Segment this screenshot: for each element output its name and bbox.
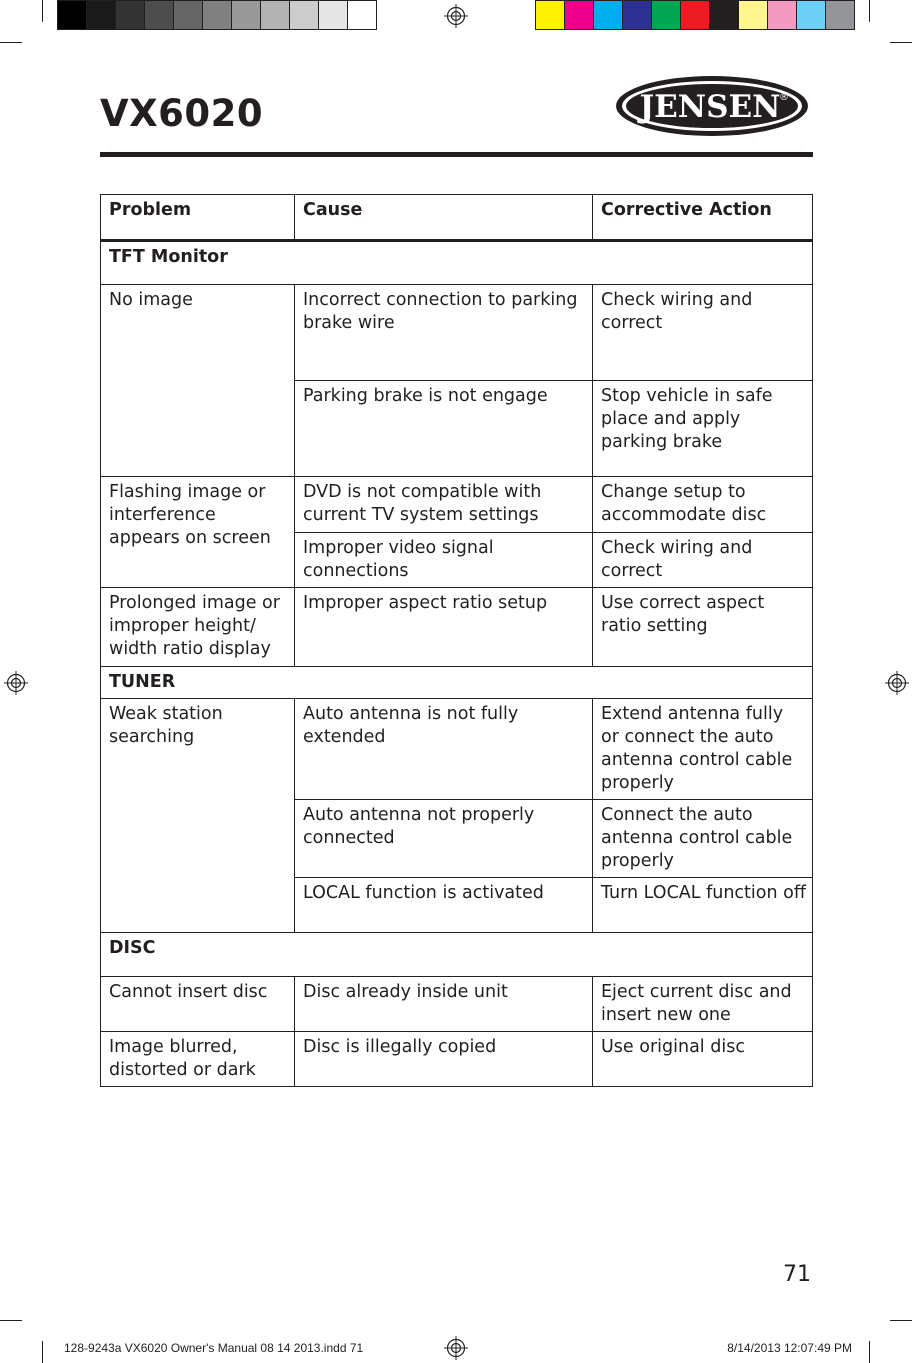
section-row [101, 933, 813, 977]
cause-cell: Disc is illegally copied [295, 1032, 593, 1087]
header-rule [100, 152, 813, 157]
action-cell: Check wiring and correct [593, 533, 813, 588]
troubleshooting-table [100, 194, 813, 1087]
crop-mark [42, 0, 43, 22]
color-swatch [825, 0, 855, 30]
problem-cell: Image blurred, distorted or dark [101, 1032, 295, 1087]
color-swatch [57, 0, 87, 30]
action-cell: Extend antenna fully or connect the auto antenna control cable properly [593, 699, 813, 800]
cause-cell: Incorrect connection to parking brake wire [295, 285, 593, 381]
section-row [101, 667, 813, 699]
action-cell: Use correct aspect ratio setting [593, 588, 813, 667]
color-swatch [680, 0, 710, 30]
section-title: TFT Monitor [101, 241, 813, 285]
problem-cell: No image [101, 285, 295, 477]
color-swatch [173, 0, 203, 30]
cause-cell: Improper video signal connections [295, 533, 593, 588]
column-header-problem: Problem [101, 195, 295, 241]
cause-cell: Disc already inside unit [295, 977, 593, 1032]
color-swatch [738, 0, 768, 30]
color-swatch [115, 0, 145, 30]
table-row [101, 699, 813, 800]
section-title: TUNER [101, 667, 813, 699]
print-slug [52, 1338, 862, 1358]
color-swatch [347, 0, 377, 30]
section-row [101, 241, 813, 285]
cause-cell: LOCAL function is activated [295, 878, 593, 933]
action-cell: Connect the auto antenna control cable properly [593, 800, 813, 878]
color-swatch [622, 0, 652, 30]
cause-cell: DVD is not compatible with current TV system settings [295, 477, 593, 533]
problem-cell: Cannot insert disc [101, 977, 295, 1032]
slug-filename: 128-9243a VX6020 Owner's Manual 08 14 2013.indd 71 [64, 1341, 364, 1355]
model-title: VX6020 [100, 92, 264, 135]
crop-mark [42, 1341, 43, 1363]
table-row [101, 285, 813, 381]
action-cell: Eject current disc and insert new one [593, 977, 813, 1032]
crop-mark [869, 1341, 870, 1363]
color-swatch [767, 0, 797, 30]
cause-cell: Auto antenna is not fully extended [295, 699, 593, 800]
color-swatch [202, 0, 232, 30]
action-cell: Change setup to accommodate disc [593, 477, 813, 533]
table-header-row [101, 195, 813, 241]
color-swatch [260, 0, 290, 30]
action-cell: Use original disc [593, 1032, 813, 1087]
crop-mark [0, 1320, 22, 1321]
jensen-logo [614, 74, 810, 138]
cause-cell: Parking brake is not engage [295, 381, 593, 477]
color-swatch [318, 0, 348, 30]
registration-mark-icon [4, 671, 28, 695]
color-swatch [231, 0, 261, 30]
crop-mark [890, 42, 912, 43]
action-cell: Turn LOCAL function off [593, 878, 813, 933]
problem-cell: Prolonged image or improper height/ width ratio display [101, 588, 295, 667]
color-swatch [144, 0, 174, 30]
cause-cell: Improper aspect ratio setup [295, 588, 593, 667]
table-row [101, 477, 813, 533]
color-swatch [651, 0, 681, 30]
cause-cell: Auto antenna not properly connected [295, 800, 593, 878]
table-row [101, 977, 813, 1032]
registration-mark-icon [885, 671, 909, 695]
brand-logo-text: JENSEN [639, 89, 781, 125]
color-swatch [535, 0, 565, 30]
color-swatch [564, 0, 594, 30]
color-swatch [86, 0, 116, 30]
color-swatch [796, 0, 826, 30]
color-swatch [709, 0, 739, 30]
column-header-action: Corrective Action [593, 195, 813, 241]
color-swatch [593, 0, 623, 30]
page-number: 71 [783, 1262, 811, 1287]
problem-cell: Flashing image or interference appears on screen [101, 477, 295, 588]
crop-mark [869, 0, 870, 22]
column-header-cause: Cause [295, 195, 593, 241]
registration-mark-icon [444, 4, 468, 28]
table-row [101, 588, 813, 667]
problem-cell: Weak station searching [101, 699, 295, 933]
section-title: DISC [101, 933, 813, 977]
crop-mark [0, 42, 22, 43]
crop-mark [890, 1320, 912, 1321]
registered-mark: ® [779, 92, 789, 103]
action-cell: Check wiring and correct [593, 285, 813, 381]
action-cell: Stop vehicle in safe place and apply parking brake [593, 381, 813, 477]
table-row [101, 1032, 813, 1087]
slug-datetime: 8/14/2013 12:07:49 PM [727, 1341, 852, 1355]
color-swatch [289, 0, 319, 30]
